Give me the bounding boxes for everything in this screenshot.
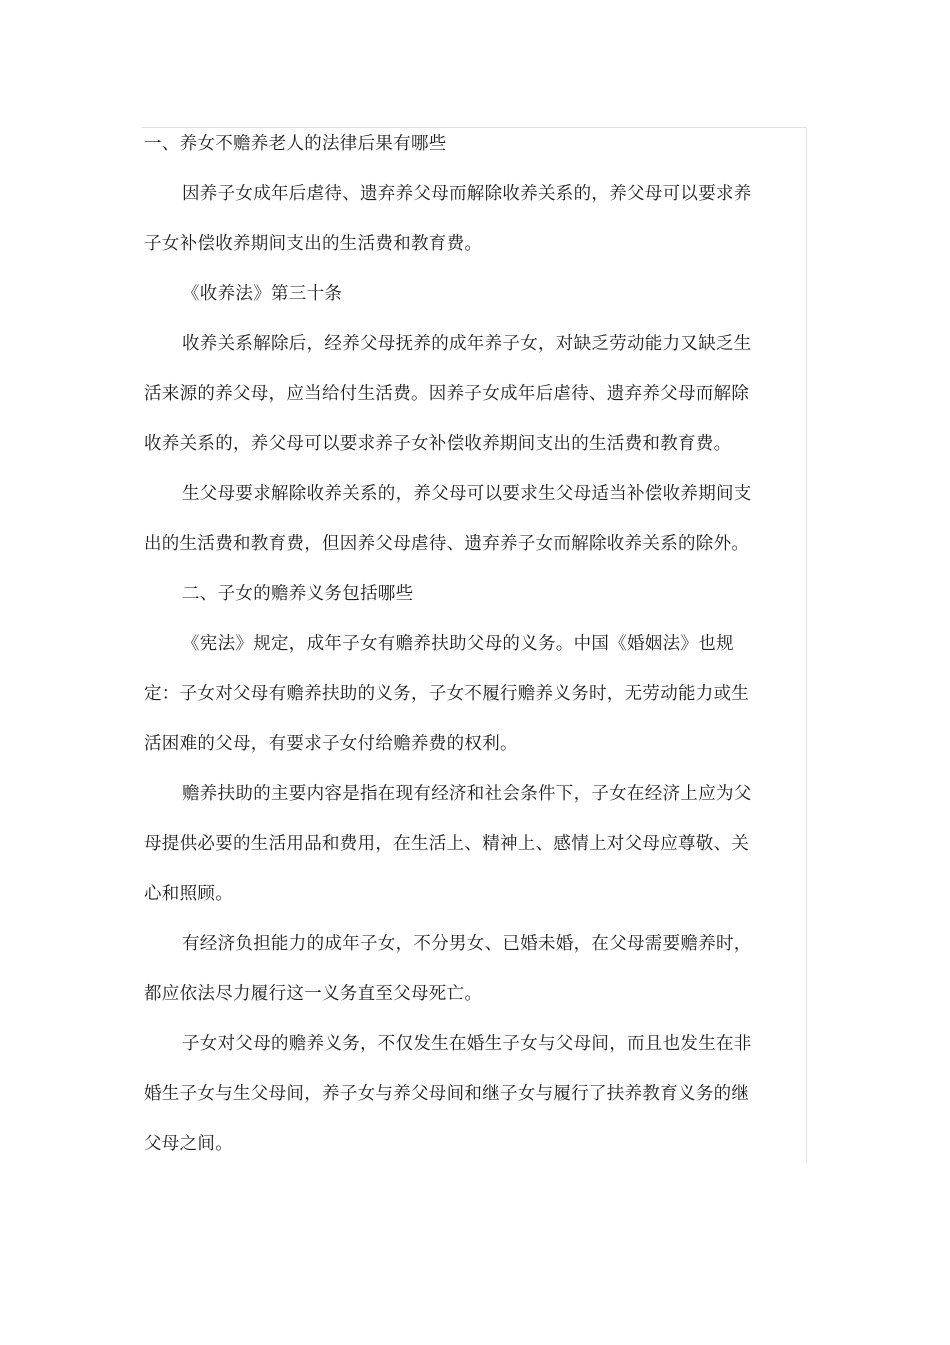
paragraph-line: 生父母要求解除收养关系的，养父母可以要求生父母适当补偿收养期间支 [182,484,752,504]
law-reference: 《收养法》第三十条 [182,284,343,304]
paragraph-line: 《宪法》规定，成年子女有赡养扶助父母的义务。中国《婚姻法》也规 [182,634,734,654]
heading-1: 一、养女不赡养老人的法律后果有哪些 [144,134,447,154]
paragraph-line: 婚生子女与生父母间，养子女与养父母间和继子女与履行了扶养教育义务的继 [144,1084,750,1104]
paragraph-line: 心和照顾。 [144,884,233,904]
paragraph-line: 子女对父母的赡养义务，不仅发生在婚生子女与父母间，而且也发生在非 [182,1034,752,1054]
paragraph-line: 出的生活费和教育费，但因养父母虐待、遗弃养子女而解除收养关系的除外。 [144,534,750,554]
heading-2: 二、子女的赡养义务包括哪些 [182,584,414,604]
paragraph-line: 活来源的养父母，应当给付生活费。因养子女成年后虐待、遗弃养父母而解除 [144,384,750,404]
paragraph-line: 收养关系解除后，经养父母抚养的成年养子女，对缺乏劳动能力又缺乏生 [182,334,752,354]
paragraph-line: 赡养扶助的主要内容是指在现有经济和社会条件下，子女在经济上应为父 [182,784,752,804]
paragraph-line: 母提供必要的生活用品和费用，在生活上、精神上、感情上对父母应尊敬、关 [144,834,750,854]
paragraph-line: 父母之间。 [144,1134,233,1154]
paragraph-line: 收养关系的，养父母可以要求养子女补偿收养期间支出的生活费和教育费。 [144,434,732,454]
paragraph-line: 因养子女成年后虐待、遗弃养父母而解除收养关系的，养父母可以要求养 [182,184,752,204]
paragraph-line: 有经济负担能力的成年子女，不分男女、已婚未婚，在父母需要赡养时， [182,934,752,954]
paragraph-line: 活困难的父母，有要求子女付给赡养费的权利。 [144,734,518,754]
paragraph-line: 子女补偿收养期间支出的生活费和教育费。 [144,234,483,254]
paragraph-line: 都应依法尽力履行这一义务直至父母死亡。 [144,984,483,1004]
paragraph-line: 定：子女对父母有赡养扶助的义务，子女不履行赡养义务时，无劳动能力或生 [144,684,750,704]
